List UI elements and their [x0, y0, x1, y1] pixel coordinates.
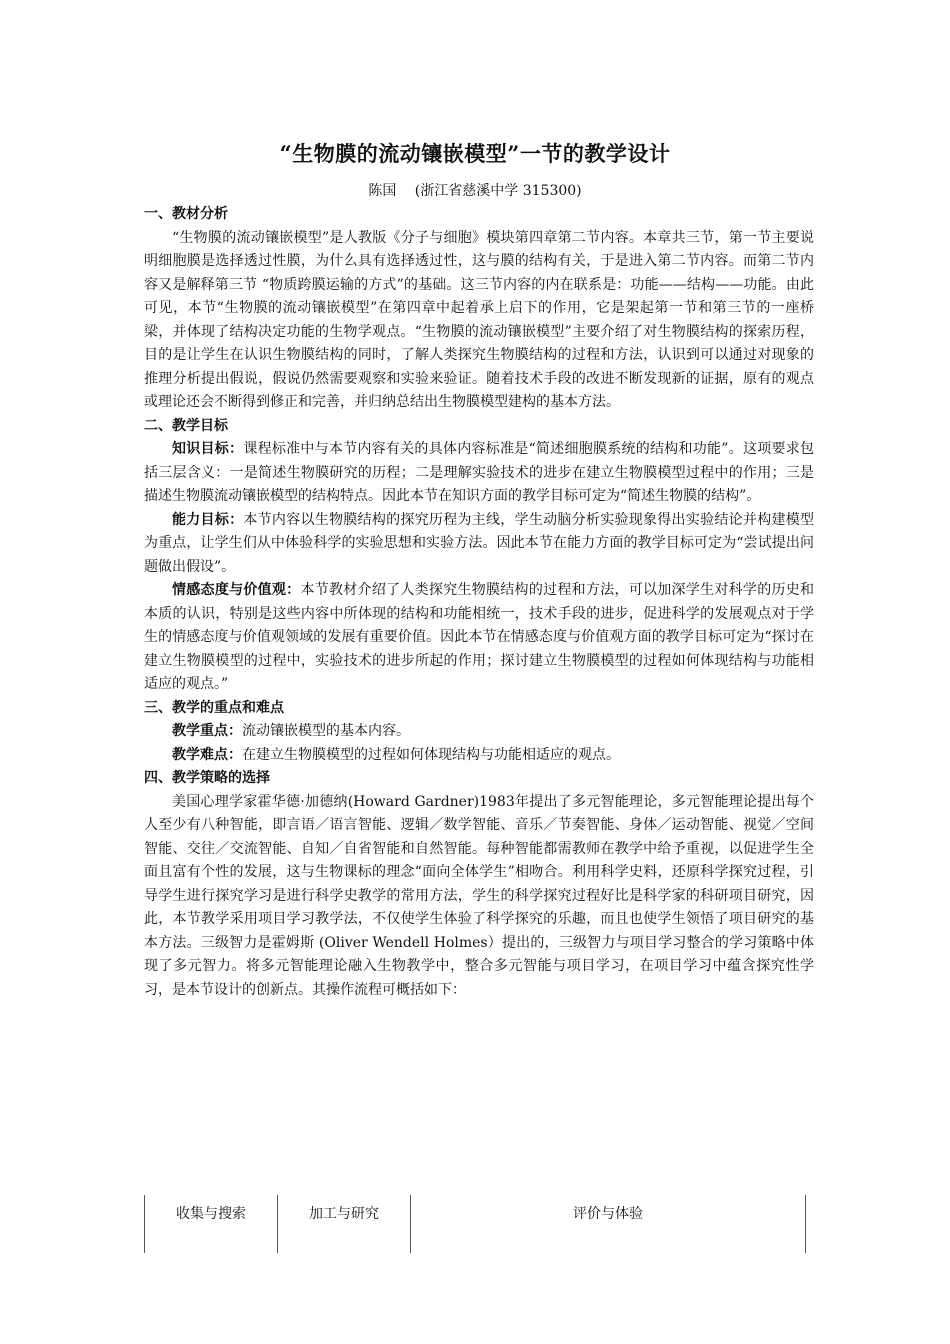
author-line: 陈国 (浙江省慈溪中学 315300) [368, 183, 582, 199]
flow-table [144, 1195, 806, 1253]
flow-cell-evaluate: 评价与体验 [411, 1195, 806, 1253]
document-title: “生物膜的流动镶嵌模型”一节的教学设计 [279, 141, 671, 166]
paragraph-lead: 情感态度与价值观： [172, 582, 301, 598]
flow-cell-collect: 收集与搜索 [145, 1195, 278, 1253]
paragraph-text: 在建立生物膜模型的过程如何体现结构与功能相适应的观点。 [242, 746, 620, 763]
paragraph-lead: 教学重点： [172, 723, 242, 739]
paragraph-3-2 [144, 744, 814, 768]
document-body [144, 203, 814, 1002]
paragraph-lead: 能力目标： [172, 511, 244, 528]
section-heading-4: 四、教学策略的选择 [144, 770, 270, 786]
paragraph-text: 课程标准中与本节内容有关的具体内容标准是“简述细胞膜系统的结构和功能”。这项要求包括三层含义：一是简述生物膜研究的历程；二是理解实验技术的进步在建立生物膜模型过程中的作用；三是描述生物膜流动镶嵌模型的结构特点。因此本节在知识方面的教学目标可定为“简述生物膜的结构”。 [144, 441, 815, 504]
paragraph-4-1 [144, 791, 814, 1003]
paragraph-2-1 [144, 438, 814, 509]
paragraph-2-3 [144, 579, 814, 697]
section-heading-3: 三、教学的重点和难点 [144, 699, 284, 716]
paragraph-2-2 [144, 509, 814, 580]
paragraph-text: “生物膜的流动镶嵌模型”是人教版《分子与细胞》模块第四章第二节内容。本章共三节，第一节主要说明细胞膜是选择透过性膜，为什么具有选择透过性，这与膜的结构有关，于是进入第二节内容。而第二节内容又是解释第三节 “物质跨膜运输的方式”的基础。这三节内容的内在联系是：功能——结构——功能。由此可见，本节“生物膜的流动镶嵌模型”在第四章中起着承上启下的作用，它是架起第一节和第三节的一座桥梁，并体现了结构决定功能的生物学观点。“生物膜的流动镶嵌模型”主要介绍了对生物膜结构的探索历程，目的是让学生在认识生物膜结构的同时，了解人类探究生物膜结构的过程和方法，认识到可以通过对现象的推理分析提出假说，假说仍然需要观察和实验来验证。随着技术手段的改进不断发现新的证据，原有的观点或理论还会不断得到修正和完善，并归纳总结出生物膜模型建构的基本方法。 [144, 229, 814, 410]
paragraph-text: 流动镶嵌模型的基本内容。 [242, 723, 410, 739]
flow-table-row [145, 1195, 806, 1253]
section-heading-1: 一、教材分析 [144, 206, 228, 222]
flow-cell-process: 加工与研究 [278, 1195, 411, 1253]
paragraph-lead: 知识目标： [172, 441, 244, 457]
paragraph-1-1 [144, 227, 814, 415]
paragraph-lead: 教学难点： [172, 746, 242, 763]
section-heading-2: 二、教学目标 [144, 417, 228, 434]
paragraph-3-1 [144, 720, 814, 744]
paragraph-text: 美国心理学家霍华德·加德纳(Howard Gardner)1983年提出了多元智能理论，多元智能理论提出每个人至少有八种智能，即言语／语言智能、逻辑／数学智能、音乐／节奏智能、身体／运动智能、视觉／空间智能、交往／交流智能、自知／自省智能和自然智能。每种智能都需教师在教学中给予重视，以促进学生全面且富有个性的发展，这与生物课标的理念“面向全体学生”相吻合。利用科学史料，还原科学探究过程，引导学生进行探究学习是进行科学史教学的常用方法，学生的科学探究过程好比是科学家的科研项目研究，因此，本节教学采用项目学习教学法，不仅使学生体验了科学探究的乐趣，而且也使学生领悟了项目研究的基本方法。三级智力是霍姆斯 (Oliver Wendell Holmes）提出的，三级智力与项目学习整合的学习策略中体现了多元智力。将多元智能理论融入生物教学中，整合多元智能与项目学习，在项目学习中蕴含探究性学习，是本节设计的创新点。其操作流程可概括如下： [144, 793, 814, 998]
paragraph-text: 本节内容以生物膜结构的探究历程为主线，学生动脑分析实验现象得出实验结论并构建模型为重点，让学生们从中体验科学的实验思想和实验方法。因此本节在能力方面的教学目标可定为“尝试提出问题做出假设”。 [144, 511, 815, 575]
paragraph-text: 本节教材介绍了人类探究生物膜结构的过程和方法，可以加深学生对科学的历史和本质的认识，特别是这些内容中所体现的结构和功能相统一，技术手段的进步，促进科学的发展观点对于学生的情感态度与价值观领域的发展有重要价值。因此本节在情感态度与价值观方面的教学目标可定为“探讨在建立生物膜模型的过程中，实验技术的进步所起的作用；探讨建立生物膜模型的过程如何体现结构与功能相适应的观点。” [144, 582, 815, 692]
